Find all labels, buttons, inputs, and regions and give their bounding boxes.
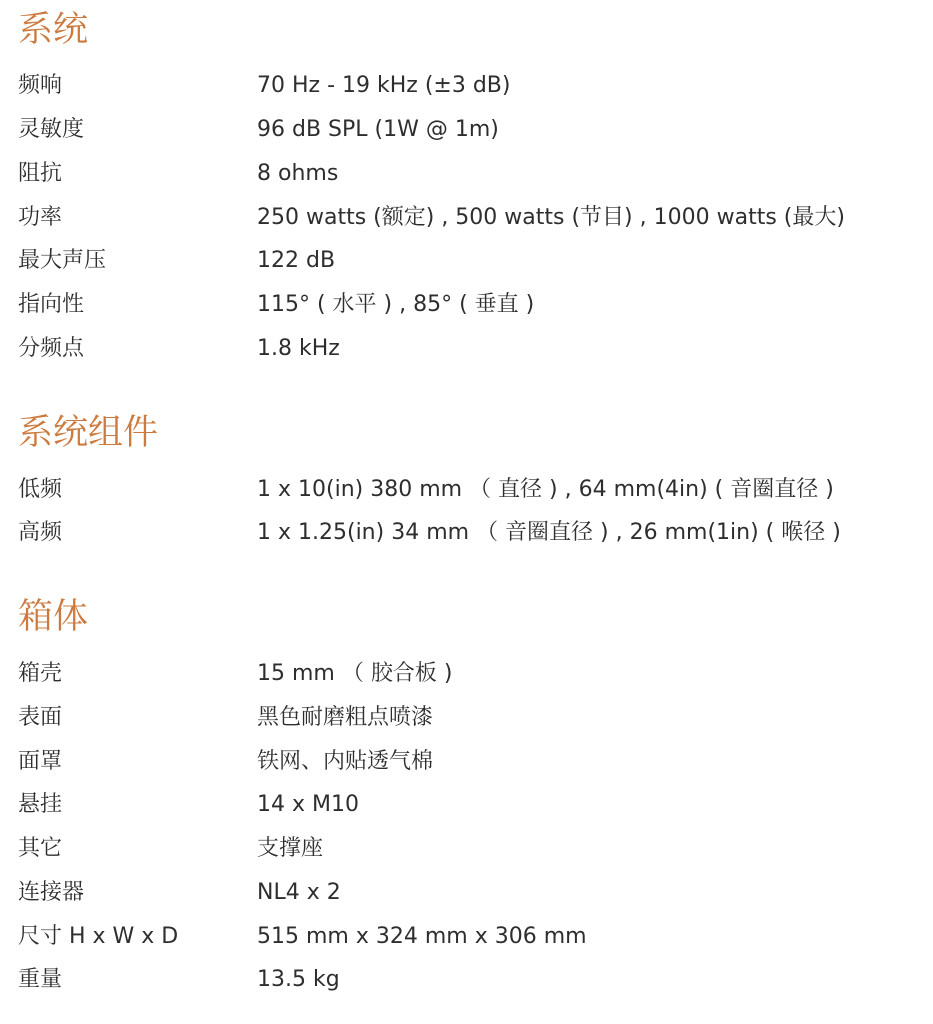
spec-label: 尺寸 H x W x D <box>18 924 179 949</box>
spec-value: 1 x 10(in) 380 mm （ 直径 ) , 64 mm(4in) ( 音圈直径 ) <box>257 477 834 502</box>
spec-row-max-spl <box>0 242 933 280</box>
spec-row-directivity <box>0 286 933 324</box>
spec-row-weight <box>0 961 933 999</box>
spec-label: 指向性 <box>18 292 85 317</box>
spec-label: 面罩 <box>18 749 63 774</box>
spec-label: 连接器 <box>18 880 85 905</box>
spec-row-frequency-response <box>0 67 933 105</box>
spec-value: 96 dB SPL (1W @ 1m) <box>257 117 499 142</box>
spec-row-other <box>0 830 933 868</box>
spec-row-low-frequency <box>0 471 933 509</box>
spec-row-connectors <box>0 874 933 912</box>
spec-value: 1 x 1.25(in) 34 mm （ 音圈直径 ) , 26 mm(1in) ( 喉径 ) <box>257 520 841 545</box>
spec-value: 铁网、内贴透气棉 <box>257 749 434 774</box>
spec-value: 1.8 kHz <box>257 336 340 361</box>
spec-row-finish <box>0 699 933 737</box>
spec-value: 支撑座 <box>257 836 324 861</box>
spec-value: 15 mm （ 胶合板 ) <box>257 661 453 686</box>
spec-value: 122 dB <box>257 248 336 273</box>
spec-value: 250 watts (额定) , 500 watts (节目) , 1000 watts (最大) <box>257 205 845 230</box>
spec-row-grille <box>0 743 933 781</box>
section-title-system: 系统 <box>18 10 89 50</box>
spec-label: 高频 <box>18 520 63 545</box>
spec-value: 115° ( 水平 ) , 85° ( 垂直 ) <box>257 292 535 317</box>
spec-label: 阻抗 <box>18 161 63 186</box>
spec-label: 悬挂 <box>18 792 63 817</box>
spec-row-power <box>0 199 933 237</box>
spec-value: 黑色耐磨粗点喷漆 <box>257 705 434 730</box>
spec-value: 515 mm x 324 mm x 306 mm <box>257 924 587 949</box>
spec-label: 灵敏度 <box>18 117 85 142</box>
spec-row-impedance <box>0 155 933 193</box>
spec-label: 低频 <box>18 477 63 502</box>
spec-row-dimensions <box>0 918 933 956</box>
spec-value: 70 Hz - 19 kHz (±3 dB) <box>257 73 511 98</box>
spec-row-high-frequency <box>0 514 933 552</box>
spec-label: 频响 <box>18 73 63 98</box>
section-title-components: 系统组件 <box>18 413 159 453</box>
spec-label: 表面 <box>18 705 63 730</box>
spec-label: 其它 <box>18 836 63 861</box>
spec-label: 功率 <box>18 205 63 230</box>
spec-label: 重量 <box>18 967 63 992</box>
section-title-enclosure: 箱体 <box>18 597 89 637</box>
spec-value: 8 ohms <box>257 161 339 186</box>
spec-label: 箱壳 <box>18 661 63 686</box>
spec-row-cabinet <box>0 655 933 693</box>
spec-label: 分频点 <box>18 336 85 361</box>
spec-value: 14 x M10 <box>257 792 359 817</box>
spec-label: 最大声压 <box>18 248 107 273</box>
spec-row-sensitivity <box>0 111 933 149</box>
spec-value: NL4 x 2 <box>257 880 341 905</box>
spec-row-rigging <box>0 786 933 824</box>
spec-row-crossover <box>0 330 933 368</box>
spec-value: 13.5 kg <box>257 967 340 992</box>
